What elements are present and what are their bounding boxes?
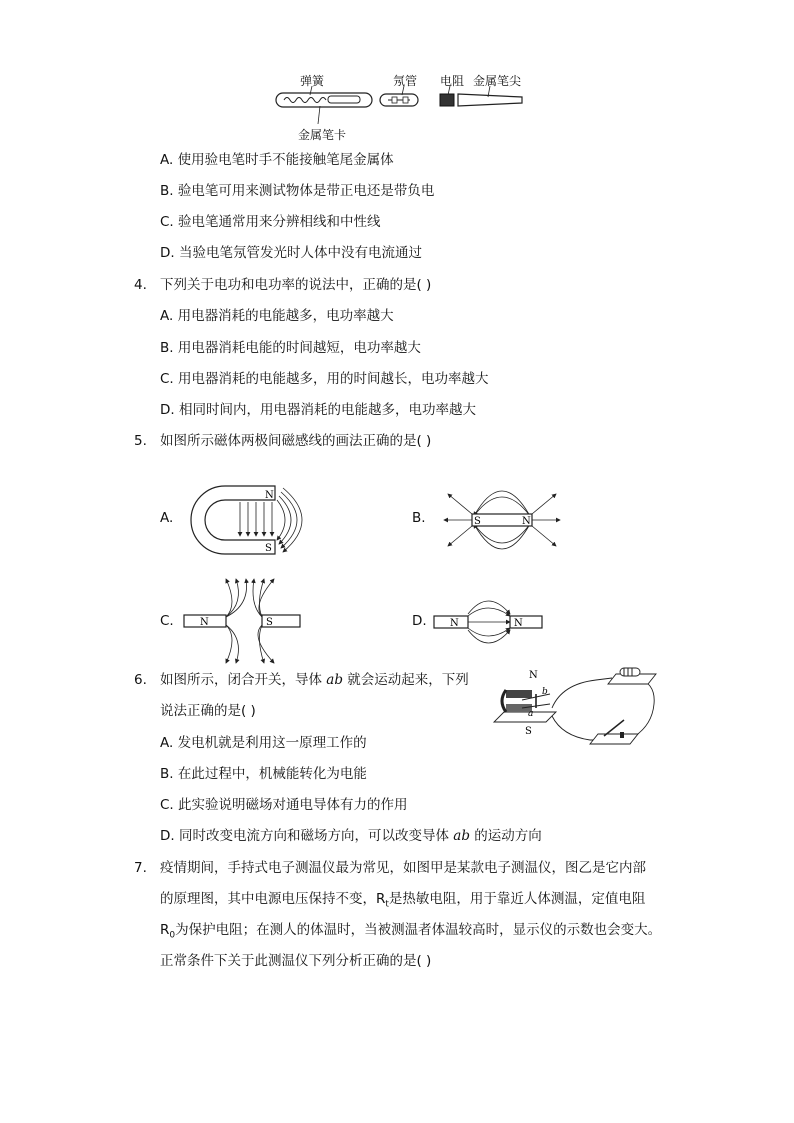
q6-stem-post: 就会运动起来，下列 bbox=[343, 672, 469, 688]
q7-line3-sub: 0 bbox=[169, 930, 176, 941]
q5-b-pole-n: N bbox=[522, 516, 531, 527]
q7-line1: 疫情期间，手持式电子测温仪最为常见，如图甲是某款电子测温仪，图乙是它内部 bbox=[160, 860, 646, 876]
q3-option-b: B. 验电笔可用来测试物体是带正电还是带负电 bbox=[160, 183, 435, 199]
q6-circuit-figure bbox=[492, 664, 662, 746]
q6-fig-s: S bbox=[525, 726, 532, 737]
q6-option-d-ab: ab bbox=[453, 828, 470, 844]
q4-option-c: C. 用电器消耗的电能越多，用的时间越长，电功率越大 bbox=[160, 371, 489, 387]
q6-stem-pre: 如图所示，闭合开关，导体 bbox=[160, 672, 327, 688]
label-clip: 金属笔卡 bbox=[298, 128, 347, 142]
q7-line3-pre: R bbox=[160, 922, 170, 938]
q6-option-d-pre: D. 同时改变电流方向和磁场方向，可以改变导体 bbox=[160, 828, 454, 844]
label-neon: 氖管 bbox=[393, 74, 418, 88]
q6-option-b: B. 在此过程中，机械能转化为电能 bbox=[160, 766, 367, 782]
q6-option-d-post: 的运动方向 bbox=[469, 828, 542, 844]
q5-number: 5. bbox=[134, 433, 147, 449]
q5-option-a-label: A. bbox=[160, 510, 174, 526]
q4-option-a: A. 用电器消耗的电能越多，电功率越大 bbox=[160, 308, 394, 324]
q5-option-c-label: C. bbox=[160, 613, 174, 629]
q6-number: 6. bbox=[134, 672, 147, 688]
q4-option-d: D. 相同时间内，用电器消耗的电能越多，电功率越大 bbox=[160, 402, 476, 418]
label-resistor: 电阻 bbox=[440, 74, 465, 88]
q5-b-pole-s: S bbox=[474, 516, 481, 527]
q5-option-d-figure bbox=[432, 590, 544, 654]
q3-option-a: A. 使用验电笔时手不能接触笔尾金属体 bbox=[160, 152, 394, 168]
q5-a-pole-s: S bbox=[265, 543, 272, 554]
q7-line3-post: 为保护电阻；在测人的体温时，当被测温者体温较高时，显示仪的示数也会变大。 bbox=[175, 922, 662, 938]
q3-option-d: D. 当验电笔氖管发光时人体中没有电流通过 bbox=[160, 245, 422, 261]
q5-a-pole-n: N bbox=[265, 490, 274, 501]
q6-option-a: A. 发电机就是利用这一原理工作的 bbox=[160, 735, 367, 751]
q5-d-pole-n1: N bbox=[450, 618, 459, 629]
q7-line2-post: 是热敏电阻，用于靠近人体测温，定值电阻 bbox=[388, 891, 646, 907]
label-tip: 金属笔尖 bbox=[473, 74, 522, 88]
q5-option-d-label: D. bbox=[412, 613, 427, 629]
q6-stem-line2: 说法正确的是( ) bbox=[160, 703, 256, 719]
q7-line2-pre: 的原理图，其中电源电压保持不变，R bbox=[160, 891, 386, 907]
q4-stem: 下列关于电功和电功率的说法中，正确的是( ) bbox=[160, 277, 432, 293]
label-spring: 弹簧 bbox=[300, 74, 325, 88]
q5-c-pole-n: N bbox=[200, 617, 209, 628]
q5-option-b-figure bbox=[440, 470, 565, 570]
q7-line2-sub: t bbox=[385, 899, 389, 910]
q6-fig-n: N bbox=[529, 670, 538, 681]
q5-option-c-figure bbox=[182, 575, 302, 665]
q6-stem-line1 bbox=[160, 672, 469, 688]
q6-option-d bbox=[160, 828, 542, 844]
q5-d-pole-n2: N bbox=[514, 618, 523, 629]
q4-number: 4. bbox=[134, 277, 147, 293]
q6-stem-ab: ab bbox=[326, 672, 343, 688]
q7-line3 bbox=[160, 922, 661, 944]
q7-number: 7. bbox=[134, 860, 147, 876]
q6-option-c: C. 此实验说明磁场对通电导体有力的作用 bbox=[160, 797, 408, 813]
test-pen-figure bbox=[270, 68, 540, 144]
test-pen-diagram bbox=[270, 86, 540, 126]
q6-fig-a: a bbox=[528, 709, 534, 719]
q7-line4: 正常条件下关于此测温仪下列分析正确的是( ) bbox=[160, 953, 432, 969]
q5-stem: 如图所示磁体两极间磁感线的画法正确的是( ) bbox=[160, 433, 432, 449]
q6-fig-b: b bbox=[542, 687, 548, 697]
q5-option-b-label: B. bbox=[412, 510, 426, 526]
q4-option-b: B. 用电器消耗电能的时间越短，电功率越大 bbox=[160, 340, 421, 356]
q7-line2 bbox=[160, 891, 645, 913]
q5-c-pole-s: S bbox=[266, 617, 273, 628]
q5-option-a-figure bbox=[185, 470, 325, 570]
q3-option-c: C. 验电笔通常用来分辨相线和中性线 bbox=[160, 214, 381, 230]
